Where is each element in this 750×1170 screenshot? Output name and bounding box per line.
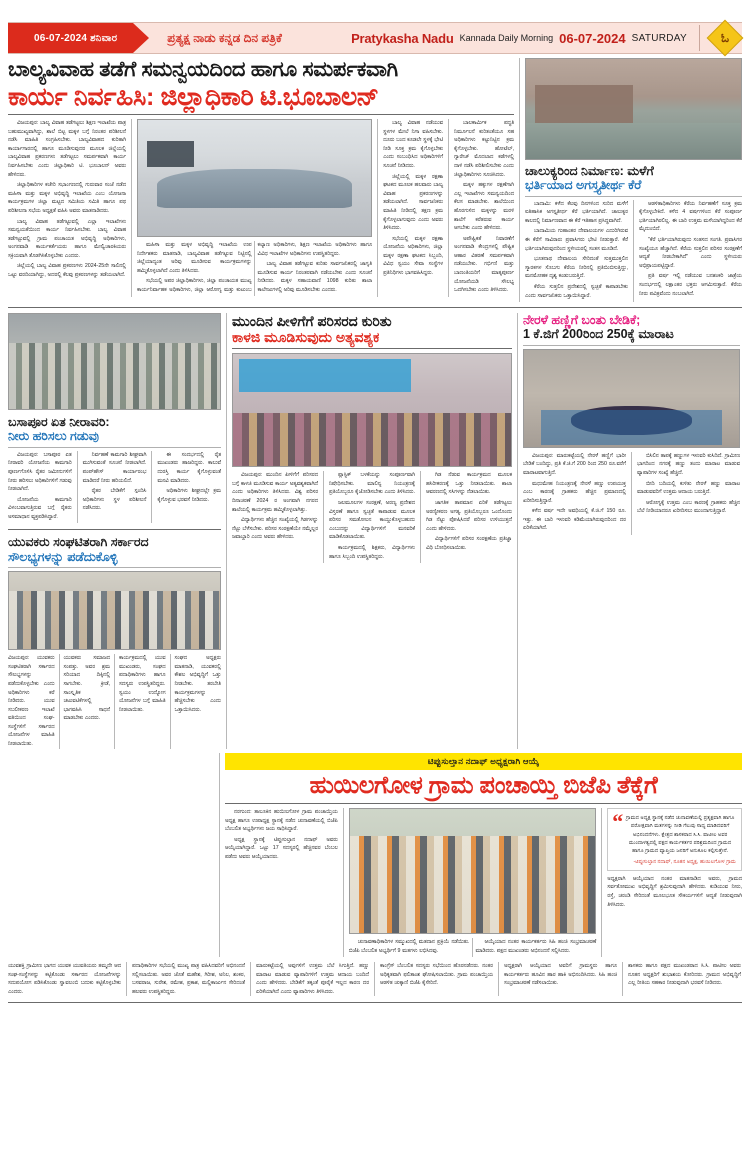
irrigation-story [8,313,221,748]
environment-col-2-text: ಪ್ಲಾಸ್ಟಿಕ್ ಬಳಕೆಯನ್ನು ಸಂಪೂರ್ಣವಾಗಿ ನಿಷೇಧಿಸಬೇಕು. ಮಾಲಿನ್ಯ ನಿಯಂತ್ರಣಕ್ಕೆ ಪ್ರತಿಯೊಬ್ಬರೂ ಕೈಜೋಡಿಸಬೇಕು ಎಂದು ತಿಳಿಸಿದರು. ಜಲಮೂಲಗಳ ಸಂರಕ್ಷಣೆ, ಅರಣ್ಯ ಪ್ರದೇಶದ ವಿಸ್ತರಣೆ ಹಾಗೂ ಸ್ವಚ್ಛತೆ ಕಾಪಾಡುವ ಮೂಲಕ ಪರಿಸರ ಸಮತೋಲನ ಕಾಯ್ದುಕೊಳ್ಳಬಹುದು ಎಂಬುದನ್ನು ವಿದ್ಯಾರ್ಥಿಗಳಿಗೆ ಮನವರಿಕೆ ಮಾಡಿಕೊಡಲಾಯಿತು. ಕಾರ್ಯಕ್ರಮದಲ್ಲಿ ಶಿಕ್ಷಕರು, ವಿದ್ಯಾರ್ಥಿಗಳು ಹಾಗೂ ಸಿಬ್ಬಂದಿ ಉಪಸ್ಥಿತರಿದ್ದರು. [328,472,415,560]
irrigation-headline: ನೀರು ಹರಿಸಲು ಗಡುವು [8,429,99,444]
masthead-date: 06-07-2024 [559,30,626,46]
panchayat-yellow-strip: ಟಿಪ್ಪುಸುಲ್ತಾನ ನದಾಫ್ ಅಧ್ಯಕ್ಷರಾಗಿ ಆಯ್ಕೆ [225,753,742,770]
environment-col-2 [329,471,415,563]
footer-col-4 [380,962,493,996]
newspaper-page [0,22,750,1170]
jamun-col-1 [523,452,626,535]
environment-rule [232,348,512,349]
panchayat-columns [225,808,742,957]
temple-kicker: ಚಾಲುಕ್ಯರಿಂದ ನಿರ್ಮಾಣ: ಮಳೆಗೆ [525,164,654,178]
col-divider [448,119,449,297]
panchayat-col-4-text: ಅಧ್ಯಕ್ಷರಾಗಿ ಆಯ್ಕೆಯಾದ ನಂತರ ಮಾತನಾಡಿದ ಅವರು, ಗ್ರಾಮದ ಸರ್ವತೋಮುಖ ಅಭಿವೃದ್ಧಿಗೆ ಶ್ರಮಿಸುವುದಾಗಿ ಹೇಳಿದರು. ಕುಡಿಯುವ ನೀರು, ರಸ್ತೆ, ಚರಂಡಿ ಸೇರಿದಂತೆ ಮೂಲಭೂತ ಸೌಕರ್ಯಗಳಿಗೆ ಆದ್ಯತೆ ನೀಡುವುದಾಗಿ ತಿಳಿಸಿದರು. [607,875,742,908]
quotation-mark-icon: “ [612,808,624,834]
top-section-rule [8,307,742,308]
masthead-brand: Pratykasha Nadu [351,30,454,46]
lead-columns [8,119,514,297]
lead-kicker: ಬಾಲ್ಯವಿವಾಹ ತಡೆಗೆ ಸಮನ್ವಯದಿಂದ ಹಾಗೂ ಸಮರ್ಪಕವಾಗಿ [8,58,398,81]
youth-group-photo [8,571,221,650]
section-divider [219,753,220,958]
footer-col-6 [628,962,741,996]
jamun-col-1-text: ವಿಜಯಪುರ: ಮಾರುಕಟ್ಟೆಯಲ್ಲಿ ನೇರಳೆ ಹಣ್ಣಿಗೆ ಭಾರೀ ಬೇಡಿಕೆ ಬಂದಿದ್ದು, ಪ್ರತಿ ಕೆ.ಜಿ.ಗೆ 200 ರಿಂದ 250 ರೂ.ವರೆಗೆ ಮಾರಾಟವಾಗುತ್ತಿದೆ. ಮಧುಮೇಹ ನಿಯಂತ್ರಣಕ್ಕೆ ನೇರಳೆ ಹಣ್ಣು ಉಪಯುಕ್ತ ಎಂಬ ಕಾರಣಕ್ಕೆ ಗ್ರಾಹಕರು ಹೆಚ್ಚಿನ ಪ್ರಮಾಣದಲ್ಲಿ ಖರೀದಿಸುತ್ತಿದ್ದಾರೆ. ಕಳೆದ ವರ್ಷ ಇದೇ ಅವಧಿಯಲ್ಲಿ ಕೆ.ಜಿ.ಗೆ 150 ರೂ. ಇತ್ತು. ಈ ಬಾರಿ ಇಳುವರಿ ಕಡಿಮೆಯಾಗಿರುವುದರಿಂದ ದರ ಏರಿಕೆಯಾಗಿದೆ. [523,452,626,532]
col-divider [420,471,421,563]
lead-col-4 [454,119,514,297]
col-divider [377,119,378,297]
officials-visit-photo [8,313,221,410]
lead-story [8,58,514,302]
lead-col-4-text: ಬಾಲಕಾರ್ಮಿಕ ಪದ್ಧತಿ ನಿರ್ಮೂಲನೆ ಕುರಿತಂತೆಯೂ ಸಹ ಅಧಿಕಾರಿಗಳು ಕಟ್ಟುನಿಟ್ಟಿನ ಕ್ರಮ ಕೈಗೊಳ್ಳಬೇಕು. ಹೋಟೆಲ್, ಗ್ಯಾರೇಜ್ ಮೊದಲಾದ ಕಡೆಗಳಲ್ಲಿ ದಾಳಿ ನಡೆಸಿ ಪರಿಶೀಲಿಸಬೇಕು ಎಂದು ಜಿಲ್ಲಾಧಿಕಾರಿಗಳು ಸೂಚಿಸಿದರು. ಮಕ್ಕಳ ಹಕ್ಕುಗಳ ರಕ್ಷಣೆಗಾಗಿ ಎಲ್ಲ ಇಲಾಖೆಗಳು ಸಮನ್ವಯದಿಂದ ಕೆಲಸ ಮಾಡಬೇಕು. ಶಾಲೆಯಿಂದ ಹೊರಗುಳಿದ ಮಕ್ಕಳನ್ನು ಮರಳಿ ಶಾಲೆಗೆ ಕರೆತರುವ ಕಾರ್ಯ ಆಗಬೇಕು ಎಂದು ಹೇಳಿದರು. ಅಪೌಷ್ಟಿಕತೆ ನಿವಾರಣೆಗೆ ಅಂಗನವಾಡಿ ಕೇಂದ್ರಗಳಲ್ಲಿ ಪೌಷ್ಟಿಕ ಆಹಾರ ವಿತರಣೆ ಸಮರ್ಪಕವಾಗಿ ನಡೆಯಬೇಕು. ಗರ್ಭಿಣಿ ಮತ್ತು ಬಾಣಂತಿಯರಿಗೆ ಮಾತೃಪೂರ್ಣ ಯೋಜನೆಯಡಿ ಸೌಲಭ್ಯ ಒದಗಿಸಬೇಕು ಎಂದು ತಿಳಿಸಿದರು. [454,120,514,294]
quote-attribution: -ಟಿಪ್ಪುಸುಲ್ತಾನ ನದಾಫ್, ನೂತನ ಅಧ್ಯಕ್ಷ, ಹುಯಿಲಗೋಳ ಗ್ರಾಮ [633,858,736,865]
lead-headline: ಕಾರ್ಯ ನಿರ್ವಹಿಸಿ: ಜಿಲ್ಲಾಧಿಕಾರಿ ಟಿ.ಭೂಬಾಲನ್ [8,83,379,112]
col-divider [77,451,78,524]
irrigation-col-3 [157,451,221,524]
footer-columns [8,962,742,996]
irrigation-col-2 [83,451,147,524]
section-divider [226,313,227,748]
irrigation-col-1 [8,451,72,524]
jamun-columns [523,452,740,535]
footer-col-2 [132,962,245,996]
jamun-kicker: ನೇರಳೆ ಹಣ್ಣಿಗೆ ಬಂತು ಬೇಡಿಕೆ; [523,313,641,328]
col-divider [131,119,132,297]
middle-section [8,313,742,748]
environment-col-3 [426,471,512,563]
jamun-vendor-photo [523,349,740,448]
panchayat-col-1-text: ನರಗುಂದ: ತಾಲೂಕಿನ ಹುಯಿಲಗೋಳ ಗ್ರಾಮ ಪಂಚಾಯ್ತಿಯ ಅಧ್ಯಕ್ಷ ಹಾಗೂ ಉಪಾಧ್ಯಕ್ಷ ಸ್ಥಾನಕ್ಕೆ ನಡೆದ ಚುನಾವಣೆಯಲ್ಲಿ ಬಿಜೆಪಿ ಬೆಂಬಲಿತ ಅಭ್ಯರ್ಥಿಗಳು ಜಯ ಸಾಧಿಸಿದ್ದಾರೆ. ಅಧ್ಯಕ್ಷ ಸ್ಥಾನಕ್ಕೆ ಟಿಪ್ಪುಸುಲ್ತಾನ ನದಾಫ್ ಅವರು ಆಯ್ಕೆಯಾಗಿದ್ದಾರೆ. ಒಟ್ಟು 17 ಸದಸ್ಯರಲ್ಲಿ ಹೆಚ್ಚಿನವರ ಬೆಂಬಲ ಪಡೆದು ಅವರು ಆಯ್ಕೆಯಾದರು. [225,808,338,860]
environment-col-1-text: ವಿಜಯಪುರ: ಮುಂದಿನ ಪೀಳಿಗೆಗೆ ಪರಿಸರದ ಬಗ್ಗೆ ಕಾಳಜಿ ಮೂಡಿಸುವ ಕಾರ್ಯ ಅತ್ಯವಶ್ಯಕವಾಗಿದೆ ಎಂದು ಅಧಿಕಾರಿಗಳು ತಿಳಿಸಿದರು. ವಿಶ್ವ ಪರಿಸರ ದಿನಾಚರಣೆ 2024 ರ ಅಂಗವಾಗಿ ನಗರದ ಶಾಲೆಯಲ್ಲಿ ಕಾರ್ಯಕ್ರಮ ಹಮ್ಮಿಕೊಳ್ಳಲಾಗಿತ್ತು. ವಿದ್ಯಾರ್ಥಿಗಳು ಹೆಚ್ಚಿನ ಸಂಖ್ಯೆಯಲ್ಲಿ ಗಿಡಗಳನ್ನು ನೆಟ್ಟು ಬೆಳೆಸಬೇಕು. ಪರಿಸರ ಸಂರಕ್ಷಣೆಯೇ ನಮ್ಮೆಲ್ಲರ ಜವಾಬ್ದಾರಿ ಎಂದು ಅವರು ಹೇಳಿದರು. [232,472,319,541]
irrigation-rule [8,447,221,448]
col-divider [498,962,499,996]
panchayat-col-2 [349,808,597,957]
bottom-section [8,753,742,958]
environment-col-1 [232,471,318,563]
youth-headline: ಸೌಲಭ್ಯಗಳನ್ನು ಪಡೆದುಕೊಳ್ಳಿ [8,549,118,564]
footer-col-5-text: ಅಧ್ಯಕ್ಷರಾಗಿ ಆಯ್ಕೆಯಾದ ಅವರಿಗೆ ಗ್ರಾಮಸ್ಥರು ಹಾಗೂ ಕಾರ್ಯಕರ್ತರು ಹೂವಿನ ಹಾರ ಹಾಕಿ ಅಭಿನಂದಿಸಿದರು. ಸಿಹಿ ಹಂಚಿ ಸಂಭ್ರಮಾಚರಣೆ ನಡೆಸಲಾಯಿತು. [504,963,617,987]
masthead-date-flag [8,23,133,53]
meeting-photo [137,119,372,237]
masthead-kannada-tagline: ಪ್ರತ್ಯಕ್ಷ ನಾಡು ಕನ್ನಡ ದಿನ ಪತ್ರಿಕೆ [167,30,282,45]
publication-logo-icon [707,20,744,57]
bjp-celebration-photo [349,808,597,934]
page-bottom-rule [8,1002,742,1003]
temple-col-2-text: ಆಡಳಿತಾಧಿಕಾರಿಗಳು ಕೆರೆಯ ನಿರ್ವಹಣೆಗೆ ಸೂಕ್ತ ಕ್ರಮ ಕೈಗೊಳ್ಳಬೇಕಿದೆ. ಕಳೆದ 4 ವರ್ಷಗಳಿಂದ ಕೆರೆ ಸಂಪೂರ್ಣ ಭರ್ತಿಯಾಗಿರಲಿಲ್ಲ. ಈ ಬಾರಿ ಉತ್ತಮ ಮಳೆಯಾಗಿದ್ದರಿಂದ ಕೆರೆ ಮೈದುಂಬಿದೆ. "ಕೆರೆ ಭರ್ತಿಯಾಗಿರುವುದು ಸಂತಸದ ಸಂಗತಿ. ಪ್ರವಾಸಿಗರ ಸಂಖ್ಯೆಯೂ ಹೆಚ್ಚಾಗಿದೆ. ಕೆರೆಯ ಸುತ್ತಲಿನ ಪರಿಸರ ಸಂರಕ್ಷಣೆಗೆ ಆದ್ಯತೆ ನೀಡಬೇಕಾಗಿದೆ" ಎಂದು ಸ್ಥಳೀಯರು ಅಭಿಪ್ರಾಯಪಟ್ಟಿದ್ದಾರೆ. ಪ್ರತಿ ವರ್ಷ ಇಲ್ಲಿ ನಡೆಯುವ ಬನಶಂಕರಿ ಜಾತ್ರೆಯ ಸಂದರ್ಭದಲ್ಲಿ ಲಕ್ಷಾಂತರ ಭಕ್ತರು ಆಗಮಿಸುತ್ತಾರೆ. ಕೆರೆಯ ನೀರು ಪವಿತ್ರವೆಂದು ನಂಬಲಾಗಿದೆ. [638,200,742,297]
col-divider [633,200,634,302]
lead-col-3-text: ಬಾಲ್ಯ ವಿವಾಹ ನಡೆಯುವ ಸ್ಥಳಗಳ ಮೇಲೆ ನಿಗಾ ವಹಿಸಬೇಕು. ದೂರು ಬಂದ ಕೂಡಲೇ ಸ್ಥಳಕ್ಕೆ ಭೇಟಿ ನೀಡಿ ಸೂಕ್ತ ಕ್ರಮ ಕೈಗೊಳ್ಳಬೇಕು ಎಂದು ಸಂಬಂಧಿಸಿದ ಅಧಿಕಾರಿಗಳಿಗೆ ಸೂಚನೆ ನೀಡಿದರು. ಜಿಲ್ಲೆಯಲ್ಲಿ ಮಕ್ಕಳ ರಕ್ಷಣಾ ಘಟಕದ ಮೂಲಕ ಹಲವಾರು ಬಾಲ್ಯ ವಿವಾಹ ಪ್ರಕರಣಗಳನ್ನು ತಡೆಯಲಾಗಿದೆ. ಸಾರ್ವಜನಿಕರು ಮಾಹಿತಿ ನೀಡಿದಲ್ಲಿ ತಕ್ಷಣ ಕ್ರಮ ಕೈಗೊಳ್ಳಲಾಗುವುದು ಎಂದು ಅವರು ತಿಳಿಸಿದರು. ಸಭೆಯಲ್ಲಿ ಮಕ್ಕಳ ರಕ್ಷಣಾ ಯೋಜನೆಯ ಅಧಿಕಾರಿಗಳು, ಜಿಲ್ಲಾ ಮಕ್ಕಳ ರಕ್ಷಣಾ ಘಟಕದ ಸಿಬ್ಬಂದಿ, ವಿವಿಧ ಸ್ವಯಂ ಸೇವಾ ಸಂಸ್ಥೆಗಳ ಪ್ರತಿನಿಧಿಗಳು ಭಾಗವಹಿಸಿದ್ದರು. [383,120,444,276]
irrigation-bottom-rule [8,529,221,530]
youth-rule [8,567,221,568]
youth-kicker: ಯುವಕರು ಸಂಘಟಿತರಾಗಿ ಸರ್ಕಾರದ [8,535,149,550]
section-divider [519,58,520,302]
youth-col-3 [119,654,166,748]
lead-rule [8,114,514,115]
temple-rule [525,196,742,197]
youth-columns [8,654,221,748]
irrigation-col-2-text: ನಿರ್ವಹಣೆ ಕಾಮಗಾರಿ ಶೀಘ್ರವಾಗಿ ಮುಗಿಸುವಂತೆ ಸೂಚನೆ ನೀಡಲಾಗಿದೆ. ಪಂಪ್‌ಹೌಸ್ ಕಾರ್ಯಾರಂಭ ಮಾಡಿದರೆ ನೀರು ಹರಿಯಲಿದೆ. ರೈತರ ಬೇಡಿಕೆಗೆ ಸ್ಪಂದಿಸಿ ಅಧಿಕಾರಿಗಳು ಸ್ಥಳ ಪರಿಶೀಲನೆ ನಡೆಸಿದರು. [82,451,147,512]
environment-headline: ಕಾಳಜಿ ಮೂಡಿಸುವುದು ಅತ್ಯವಶ್ಯಕ [232,329,380,346]
col-divider [601,808,602,957]
col-divider [323,471,324,563]
lead-col-2-text: ಮಹಿಳಾ ಮತ್ತು ಮಕ್ಕಳ ಅಭಿವೃದ್ಧಿ ಇಲಾಖೆಯ ಉಪ ನಿರ್ದೇಶಕರು ಮಾತನಾಡಿ, ಬಾಲ್ಯವಿವಾಹ ತಡೆಗಟ್ಟುವ ನಿಟ್ಟಿನಲ್ಲಿ ಜಿಲ್ಲೆಯಾದ್ಯಂತ ಅರಿವು ಮೂಡಿಸುವ ಕಾರ್ಯಕ್ರಮಗಳನ್ನು ಹಮ್ಮಿಕೊಳ್ಳಲಾಗಿದೆ ಎಂದು ತಿಳಿಸಿದರು. ಸಭೆಯಲ್ಲಿ ಅಪರ ಜಿಲ್ಲಾಧಿಕಾರಿಗಳು, ಜಿಲ್ಲಾ ಪಂಚಾಯತ ಮುಖ್ಯ ಕಾರ್ಯನಿರ್ವಾಹಕ ಅಧಿಕಾರಿಗಳು, ಜಿಲ್ಲಾ ಆರೋಗ್ಯ ಮತ್ತು ಕುಟುಂಬ ಕಲ್ಯಾಣ ಅಧಿಕಾರಿಗಳು, ಶಿಕ್ಷಣ ಇಲಾಖೆಯ ಅಧಿಕಾರಿಗಳು ಹಾಗೂ ವಿವಿಧ ಇಲಾಖೆಗಳ ಅಧಿಕಾರಿಗಳು ಉಪಸ್ಥಿತರಿದ್ದರು. ಬಾಲ್ಯ ವಿವಾಹ ತಡೆಗಟ್ಟುವ ಕುರಿತು ಸಾರ್ವಜನಿಕರಲ್ಲಿ ಜಾಗೃತಿ ಮೂಡಿಸುವ ಕಾರ್ಯ ನಿರಂತರವಾಗಿ ನಡೆಯಬೇಕು ಎಂದು ಸೂಚನೆ ನೀಡಿದರು. ಮಕ್ಕಳ ಸಹಾಯವಾಣಿ 1098 ಕುರಿತು ಶಾಲಾ ಕಾಲೇಜುಗಳಲ್ಲಿ ಅರಿವು ಮೂಡಿಸಬೇಕು ಎಂದರು. [137,242,373,294]
youth-col-2-text: ಯುವಕರು ಸಮಾಜದ ಸಂಪತ್ತು. ಅವರ ಶ್ರಮ ಸರಿಯಾದ ದಿಕ್ಕಿನಲ್ಲಿ ಸಾಗಬೇಕು. ಕ್ರೀಡೆ, ಸಾಂಸ್ಕೃತಿಕ ಚಟುವಟಿಕೆಗಳಲ್ಲಿ ಭಾಗವಹಿಸಿ ಸಾಧನೆ ಮಾಡಬೇಕು ಎಂದರು. [63,655,111,722]
masthead-weekday: SATURDAY [631,32,687,44]
environment-story [232,313,512,748]
panchayat-rule [225,803,742,804]
panchayat-headline: ಹುಯಿಲಗೋಳ ಗ್ರಾಮ ಪಂಚಾಯ್ತಿ ಬಿಜೆಪಿ ತೆಕ್ಕೆಗೆ [309,771,658,799]
col-divider [374,962,375,996]
jamun-col-2 [637,452,740,535]
top-section [8,58,742,302]
school-programme-photo [232,353,512,467]
temple-col-1-text: ಬಾದಾಮಿ: ಕಳೆದ ಕೆಲವು ದಿನಗಳಿಂದ ಸುರಿದ ಮಳೆಗೆ ಐತಿಹಾಸಿಕ ಅಗಸ್ತ್ಯತೀರ್ಥ ಕೆರೆ ಭರ್ತಿಯಾಗಿದೆ. ಚಾಲುಕ್ಯರ ಕಾಲದಲ್ಲಿ ನಿರ್ಮಾಣವಾದ ಈ ಕೆರೆ ಇತಿಹಾಸ ಪ್ರಸಿದ್ಧವಾಗಿದೆ. ಬಾದಾಮಿಯ ಗುಹಾಂತರ ದೇವಾಲಯಗಳ ಎದುರಿಗಿರುವ ಈ ಕೆರೆಗೆ ಸಾವಿರಾರು ಪ್ರವಾಸಿಗರು ಭೇಟಿ ನೀಡುತ್ತಾರೆ. ಕೆರೆ ಭರ್ತಿಯಾಗಿರುವುದರಿಂದ ಸ್ಥಳೀಯರಲ್ಲಿ ಸಂತಸ ಮೂಡಿದೆ. ಭೂತನಾಥ ದೇವಾಲಯ ಸೇರಿದಂತೆ ಸುತ್ತಮುತ್ತಲಿನ ಸ್ಮಾರಕಗಳ ಸೊಬಗು ಕೆರೆಯ ನೀರಿನಲ್ಲಿ ಪ್ರತಿಬಿಂಬಿಸುತ್ತಿದ್ದು, ಮನಮೋಹಕ ದೃಶ್ಯ ಕಂಡುಬರುತ್ತಿದೆ. ಕೆರೆಯ ಸುತ್ತಲಿನ ಪ್ರದೇಶದಲ್ಲಿ ಸ್ವಚ್ಛತೆ ಕಾಪಾಡಬೇಕು ಎಂದು ಸಾರ್ವಜನಿಕರು ಒತ್ತಾಯಿಸಿದ್ದಾರೆ. [525,200,628,299]
jamun-rule [523,345,740,346]
irrigation-col-1-text: ವಿಜಯಪುರ: ಬಸಾಪೂರ ಏತ ನೀರಾವರಿ ಯೋಜನೆಯ ಕಾಮಗಾರಿ ಪೂರ್ಣಗೊಳಿಸಿ ರೈತರ ಜಮೀನುಗಳಿಗೆ ನೀರು ಹರಿಸಲು ಅಧಿಕಾರಿಗಳಿಗೆ ಗಡುವು ನೀಡಲಾಗಿದೆ. ಯೋಜನೆಯ ಕಾಮಗಾರಿ ವಿಳಂಬವಾಗುತ್ತಿರುವ ಬಗ್ಗೆ ರೈತರು ಅಸಮಾಧಾನ ವ್ಯಕ್ತಪಡಿಸಿದ್ದಾರೆ. [8,451,72,520]
logo-glyph: ಓ [720,30,730,45]
youth-col-2 [63,654,110,748]
masthead-divider [699,25,700,51]
masthead [8,22,742,54]
lead-col-2 [137,119,372,297]
masthead-brand-subtitle: Kannada Daily Morning [459,33,554,43]
temple-columns [525,200,742,302]
youth-story [8,535,221,748]
footer-col-4-text: ಕಾಂಗ್ರೆಸ್ ಬೆಂಬಲಿತ ಸದಸ್ಯರು ಸಭೆಯಿಂದ ಹೊರನಡೆದರು. ನಂತರ ಅಧಿಕೃತವಾಗಿ ಫಲಿತಾಂಶ ಘೋಷಿಸಲಾಯಿತು. ಗ್ರಾಮ ಪಂಚಾಯ್ತಿಯ ಆಡಳಿತ ಚುಕ್ಕಾಣಿ ಬಿಜೆಪಿ ಕೈಸೇರಿದೆ. [380,963,493,987]
environment-kicker: ಮುಂದಿನ ಪೀಳಿಗೆಗೆ ಪರಿಸರದ ಕುರಿತು [232,313,392,330]
panchayat-col-2-text: ಚುನಾವಣಾಧಿಕಾರಿಗಳ ಸಮ್ಮುಖದಲ್ಲಿ ಮತದಾನ ಪ್ರಕ್ರಿಯೆ ನಡೆಯಿತು. ಬಿಜೆಪಿ ಬೆಂಬಲಿತ ಅಭ್ಯರ್ಥಿಗೆ 9 ಮತಗಳು ಲಭಿಸಿದವು. ಆಯ್ಕೆಯಾದ ನಂತರ ಕಾರ್ಯಕರ್ತರು ಸಿಹಿ ಹಂಚಿ ಸಂಭ್ರಮಾಚರಣೆ ಮಾಡಿದರು. ಪಕ್ಷದ ಮುಖಂಡರು ಅಭಿನಂದನೆ ಸಲ್ಲಿಸಿದರು. [348,938,597,954]
footer-col-1 [8,962,121,996]
panchayat-col-1 [225,808,338,957]
footer-col-6-text: ಶಾಸಕರು ಹಾಗೂ ಪಕ್ಷದ ಮುಖಂಡರಾದ ಸಿ.ಸಿ. ಪಾಟೀಲ ಅವರು ನೂತನ ಅಧ್ಯಕ್ಷರಿಗೆ ಶುಭಾಶಯ ಕೋರಿದರು. ಗ್ರಾಮದ ಅಭಿವೃದ್ಧಿಗೆ ಎಲ್ಲ ರೀತಿಯ ಸಹಕಾರ ನೀಡುವುದಾಗಿ ಭರವಸೆ ನೀಡಿದರು. [628,963,741,987]
bottom-left-spacer [8,753,214,958]
environment-col-3-text: ಗಿಡ ನೆಡುವ ಕಾರ್ಯಕ್ರಮದ ಮೂಲಕ ಹಸಿರೀಕರಣಕ್ಕೆ ಒತ್ತು ನೀಡಲಾಯಿತು. ಶಾಲಾ ಆವರಣದಲ್ಲಿ ಸಸಿಗಳನ್ನು ನೆಡಲಾಯಿತು. ಜಾಗತಿಕ ತಾಪಮಾನ ಏರಿಕೆ ತಡೆಗಟ್ಟಲು ಅರಣ್ಯೀಕರಣ ಅಗತ್ಯ. ಪ್ರತಿಯೊಬ್ಬರೂ ಒಂದೊಂದು ಗಿಡ ನೆಟ್ಟು ಪೋಷಿಸಿದರೆ ಪರಿಸರ ಉಳಿಯುತ್ತದೆ ಎಂದು ಹೇಳಿದರು. ವಿದ್ಯಾರ್ಥಿಗಳಿಗೆ ಪರಿಸರ ಸಂರಕ್ಷಣೆಯ ಪ್ರತಿಜ್ಞಾ ವಿಧಿ ಬೋಧಿಸಲಾಯಿತು. [425,472,512,551]
panchayat-feature [225,753,742,958]
youth-col-4 [174,654,221,748]
lead-col-1 [8,119,126,297]
col-divider [126,962,127,996]
col-divider [170,654,171,748]
footer-col-3-text: ಮಾರುಕಟ್ಟೆಯಲ್ಲಿ ಅವುಗಳಿಗೆ ಉತ್ತಮ ಬೆಲೆ ಸಿಗುತ್ತಿದೆ. ಹಣ್ಣು ಮಾರಾಟ ಮಾಡುವ ವ್ಯಾಪಾರಿಗಳಿಗೆ ಉತ್ತಮ ಆದಾಯ ಬಂದಿದೆ ಎಂದು ಹೇಳಿದರು. ಬೇಡಿಕೆಗೆ ತಕ್ಕಂತೆ ಪೂರೈಕೆ ಇಲ್ಲದ ಕಾರಣ ದರ ಏರಿಕೆಯಾಗಿದೆ ಎಂದು ವ್ಯಾಪಾರಿಗಳು ತಿಳಿಸಿದರು. [256,963,369,995]
footer-col-5 [504,962,617,996]
section-divider [517,313,518,748]
environment-columns [232,471,512,563]
col-divider [114,654,115,748]
col-divider [59,654,60,748]
quote-text: ಗ್ರಾಮದ ಅಧ್ಯಕ್ಷ ಸ್ಥಾನಕ್ಕೆ ನಡೆದ ಚುನಾವಣೆಯಲ್ಲಿ ಪ್ರತ್ಯಕ್ಷವಾಗಿ ಹಾಗೂ ಪರೋಕ್ಷವಾಗಿ ಮತಗಳನ್ನು ನೀಡಿ ಗೆಲುವು ಸಾಧ್ಯ ಮಾಡಿದವರಿಗೆ ಅಭಿನಂದನೆಗಳು. ಕ್ಷೇತ್ರದ ಶಾಸಕರಾದ ಸಿ.ಸಿ. ಪಾಟೀಲ ಅವರ ಮುಂದಾಳತ್ವದಲ್ಲಿ ಪಕ್ಷದ ಕಾರ್ಯಕರ್ತರ ಪರಿಶ್ರಮದಿಂದ ಗ್ರಾಮದ ಹಾಗೂ ಗ್ರಾಮದ ವ್ಯಾಪ್ತಿಯ ಜನರಿಗೆ ಅನುಕೂಲ ಕಲ್ಪಿಸುತ್ತೇನೆ. [625,814,735,855]
col-divider [622,962,623,996]
jamun-story [523,313,740,748]
badami-temple-lake-photo [525,58,742,160]
col-divider [631,452,632,535]
temple-col-2 [639,200,742,302]
youth-col-4-text: ಸಂಘದ ಅಧ್ಯಕ್ಷರು ಮಾತನಾಡಿ, ಯುವಕರಲ್ಲಿ ಕೌಶಲ ಅಭಿವೃದ್ಧಿಗೆ ಒತ್ತು ನೀಡಬೇಕು. ತರಬೇತಿ ಕಾರ್ಯಕ್ರಮಗಳನ್ನು ಹೆಚ್ಚಿಸಬೇಕು ಎಂದು ಒತ್ತಾಯಿಸಿದರು. [174,655,221,713]
col-divider [343,808,344,957]
panchayat-col-3 [607,808,742,957]
youth-col-1-text: ವಿಜಯಪುರ: ಯುವಕರು ಸಂಘಟಿತರಾಗಿ ಸರ್ಕಾರದ ಸೌಲಭ್ಯಗಳನ್ನು ಪಡೆದುಕೊಳ್ಳಬೇಕು ಎಂದು ಅಧಿಕಾರಿಗಳು ಕರೆ ನೀಡಿದರು. ಯುವ ಸಬಲೀಕರಣ ಇಲಾಖೆ ವತಿಯಿಂದ ಸಂಘ-ಸಂಸ್ಥೆಗಳಿಗೆ ಸರ್ಕಾರದ ಯೋಜನೆಗಳ ಮಾಹಿತಿ ನೀಡಲಾಯಿತು. [8,655,55,748]
temple-col-1 [525,200,628,302]
masthead-right-group [351,25,742,51]
footer-col-2-text: ಪದಾಧಿಕಾರಿಗಳ ಸಭೆಯಲ್ಲಿ ಮುಖ್ಯ ಪಾತ್ರ ವಹಿಸಿದವರಿಗೆ ಅಭಿನಂದನೆ ಸಲ್ಲಿಸಲಾಯಿತು. ಅವರ ಜೊತೆ ಮಹೇಶ, ಗಿರೀಶ, ಅನಿಲ, ಶಂಕರ, ಬಸವರಾಜ, ಸುರೇಶ, ರಮೇಶ, ಪ್ರಕಾಶ, ಮಲ್ಲಿಕಾರ್ಜುನ ಸೇರಿದಂತೆ ಹಲವರು ಉಪಸ್ಥಿತರಿದ್ದರು. [132,963,245,995]
irrigation-columns [8,451,221,524]
lead-col-1-text: ವಿಜಯಪುರ: ಬಾಲ್ಯ ವಿವಾಹ ತಡೆಗಟ್ಟಲು ಶಿಕ್ಷಣ ಇಲಾಖೆಯ ಪಾತ್ರ ಬಹುಮುಖ್ಯವಾಗಿದ್ದು, ಶಾಲೆ ಬಿಟ್ಟ ಮಕ್ಕಳ ಬಗ್ಗೆ ನಿರಂತರ ಪರಿಶೀಲನೆ ನಡೆಸಿ ಮಾಹಿತಿ ಸಂಗ್ರಹಿಸಬೇಕು. ಬಾಲ್ಯವಿವಾಹದ ಕುರಿತಾಗಿ ಕಾರ್ಯಾಗಾರದಲ್ಲಿ ಹಾಗೂ ಮೂಡಿಸುವುದರ ಮೂಲಕ ಜಿಲ್ಲೆಯಲ್ಲಿ ಬಾಲ್ಯವಿವಾಹ ಪ್ರಕರಣಗಳು ತಡೆಗಟ್ಟಲು ಸಮರ್ಪಕವಾಗಿ ಕಾರ್ಯ ನಿರ್ವಹಿಸಬೇಕು ಎಂದು ಜಿಲ್ಲಾಧಿಕಾರಿ ಟಿ. ಭೂಬಾಲನ್ ಅವರು ಹೇಳಿದರು. ಜಿಲ್ಲಾಧಿಕಾರಿಗಳ ಕಚೇರಿ ಸಭಾಂಗಣದಲ್ಲಿ ಗುರುವಾರ ಸಂಜೆ ನಡೆದ ಮಹಿಳಾ ಮತ್ತು ಮಕ್ಕಳ ಅಭಿವೃದ್ಧಿ ಇಲಾಖೆಯ ಎಂಬ ಯೋಜನಾ ಕಾರ್ಯಕ್ರಮಗಳ ಜಿಲ್ಲಾ ಮಟ್ಟದ ಸಮಿತಿಯ ಸಮಿತಿ ಹಾಗೂ ಪಥ ಪರಿಶೀಲನಾ ಸಭೆಯ ಅಧ್ಯಕ್ಷತೆ ವಹಿಸಿ ಅವರು ಮಾತನಾಡಿದರು. ಬಾಲ್ಯ ವಿವಾಹ ತಡೆಗಟ್ಟುವಲ್ಲಿ ಎಲ್ಲಾ ಇಲಾಖೆಗಳು ಸಮನ್ವಯತೆಯಿಂದ ಕಾರ್ಯ ನಿರ್ವಹಿಸಬೇಕು. ಬಾಲ್ಯ ವಿವಾಹ ತಡೆಗಟ್ಟುವಲ್ಲಿ ಗ್ರಾಮ ಪಂಚಾಯತ ಅಭಿವೃದ್ಧಿ ಅಧಿಕಾರಿಗಳು, ಅಂಗನವಾಡಿ ಕಾರ್ಯಕರ್ತೆಯರು ಹಾಗೂ ಮೇಲ್ವಿಚಾರಕಿಯರು ಸಕ್ರಿಯವಾಗಿ ತೊಡಗಿಸಿಕೊಳ್ಳಬೇಕು ಎಂದರು. ಜಿಲ್ಲೆಯಲ್ಲಿ ಬಾಲ್ಯ ವಿವಾಹ ಪ್ರಕರಣಗಳು 2024-25ನೇ ಸಾಲಿನಲ್ಲಿ ಒಟ್ಟು ವರದಿಯಾಗಿದ್ದು, ಅದರಲ್ಲಿ ಕೆಲವು ಪ್ರಕರಣಗಳನ್ನು ತಡೆಯಲಾಗಿದೆ. [8,120,127,278]
lead-col-3 [383,119,443,297]
footer-col-3 [256,962,369,996]
irrigation-kicker: ಬಸಾಪೂರ ಏತ ನೀರಾವರಿ: [8,415,110,430]
irrigation-col-3-text: ಈ ಸಂದರ್ಭದಲ್ಲಿ ರೈತ ಮುಖಂಡರು ಹಾಜರಿದ್ದರು. ಕಾಲುವೆ ದುರಸ್ತಿ ಕಾರ್ಯ ಕೈಗೊಳ್ಳುವಂತೆ ಮನವಿ ಮಾಡಿದರು. ಅಧಿಕಾರಿಗಳು ಶೀಘ್ರದಲ್ಲೇ ಕ್ರಮ ಕೈಗೊಳ್ಳುವ ಭರವಸೆ ನೀಡಿದರು. [157,451,222,503]
col-divider [250,962,251,996]
youth-col-1 [8,654,55,748]
temple-headline: ಭರ್ತಿಯಾದ ಅಗಸ್ತ್ಯತೀರ್ಥ ಕೆರೆ [525,178,642,193]
quote-box [607,808,742,871]
jamun-headline: 1 ಕೆ.ಜಿಗೆ 200ರಿಂದ 250ಕ್ಕೆ ಮಾರಾಟ [523,327,674,342]
col-divider [151,451,152,524]
masthead-date-flag-text: 06-07-2024 ಶನಿವಾರ [34,32,118,44]
jamun-col-2-text: ಬಿಸಿಲಿನ ತಾಪಕ್ಕೆ ಹಣ್ಣುಗಳ ಇಳುವರಿ ಕುಸಿದಿದೆ. ಗ್ರಾಮೀಣ ಭಾಗದಿಂದ ನಗರಕ್ಕೆ ಹಣ್ಣು ತಂದು ಮಾರಾಟ ಮಾಡುವ ವ್ಯಾಪಾರಿಗಳ ಸಂಖ್ಯೆ ಹೆಚ್ಚಿದೆ. ಬೀದಿ ಬದಿಯಲ್ಲಿ ಕುಳಿತು ನೇರಳೆ ಹಣ್ಣು ಮಾರಾಟ ಮಾಡುವವರಿಗೆ ಉತ್ತಮ ಆದಾಯ ಬರುತ್ತಿದೆ. ಆರೋಗ್ಯಕ್ಕೆ ಉತ್ತಮ ಎಂಬ ಕಾರಣಕ್ಕೆ ಗ್ರಾಹಕರು ಹೆಚ್ಚಿನ ಬೆಲೆ ನೀಡಿಯಾದರೂ ಖರೀದಿಸಲು ಮುಂದಾಗುತ್ತಿದ್ದಾರೆ. [636,452,740,515]
youth-col-3-text: ಕಾರ್ಯಕ್ರಮದಲ್ಲಿ ಯುವ ಮುಖಂಡರು, ಸಂಘದ ಪದಾಧಿಕಾರಿಗಳು ಹಾಗೂ ಸದಸ್ಯರು ಉಪಸ್ಥಿತರಿದ್ದರು. ಸ್ವಯಂ ಉದ್ಯೋಗ ಯೋಜನೆಗಳ ಬಗ್ಗೆ ಮಾಹಿತಿ ನೀಡಲಾಯಿತು. [118,655,166,713]
footer-col-1-text: ಯುವಶಕ್ತಿ ಗ್ರಾಮೀಣ ಭಾಗದ ಯುವಕ ಯುವತಿಯರು ತಮ್ಮದೇ ಆದ ಸಂಘ-ಸಂಸ್ಥೆಗಳನ್ನು ಕಟ್ಟಿಕೊಂಡು ಸರ್ಕಾರದ ಯೋಜನೆಗಳನ್ನು ಸದುಪಯೋಗ ಪಡಿಸಿಕೊಂಡು ಸ್ವಾವಲಂಬಿ ಬದುಕು ಕಟ್ಟಿಕೊಳ್ಳಬೇಕು ಎಂದರು. [8,963,121,995]
temple-story [525,58,742,302]
